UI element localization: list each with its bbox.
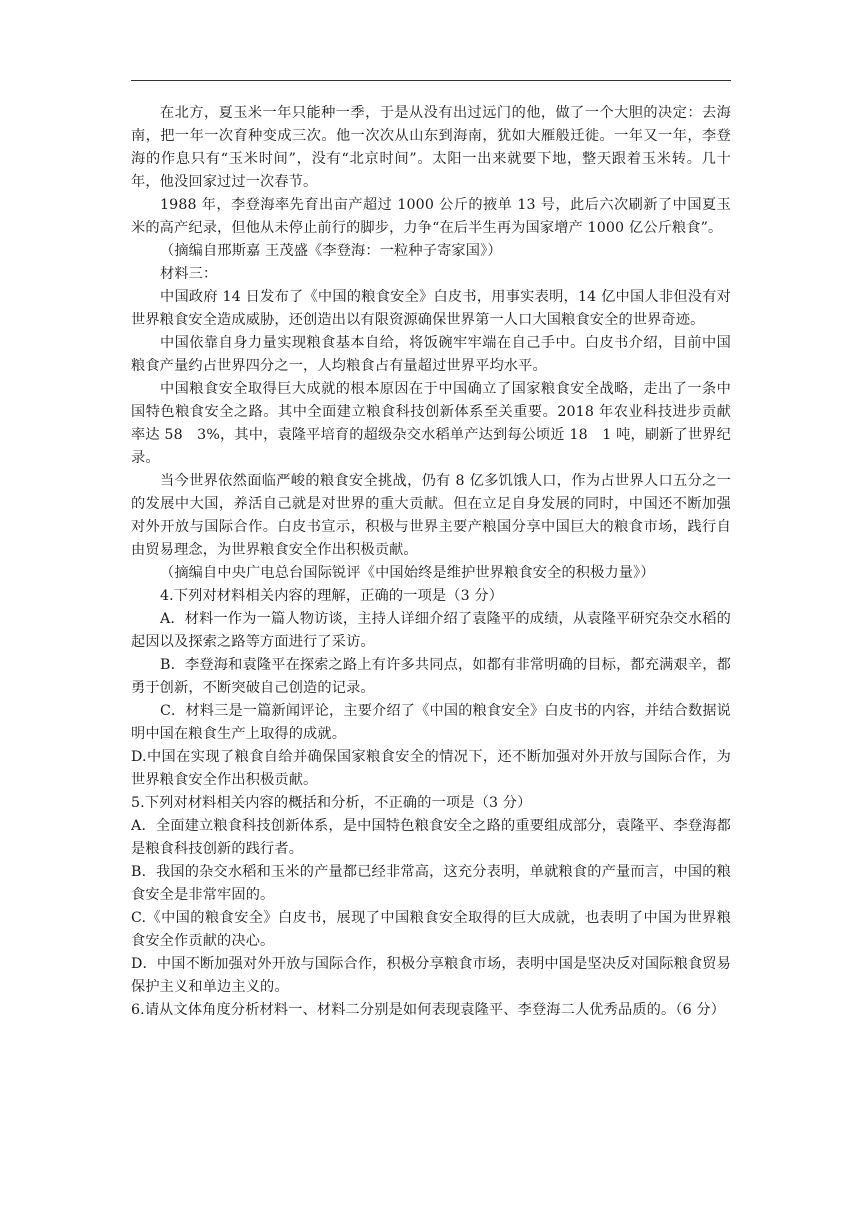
question-5-option-b: B．我国的杂交水稻和玉米的产量都已经非常高，这充分表明，单就粮食的产量而言，中国的粮食安全是非常牢固的。 — [131, 864, 731, 903]
document-body — [131, 102, 731, 1022]
question-5-option-c: C.《中国的粮食安全》白皮书，展现了中国粮食安全取得的巨大成就，也表明了中国为世界粮食安全作贡献的决心。 — [131, 910, 731, 949]
paragraph-world-challenge: 当今世界依然面临严峻的粮食安全挑战，仍有 8 亿多饥饿人口，作为占世界人口五分之一的发展中大国，养活自己就是对世界的重大贡献。但在立足自身发展的同时，中国还不断加强对外开放与国际合作。白皮书宣示，积极与世界主要产粮国分享中国巨大的粮食市场，践行自由贸易理念，为世界粮食安全作出积极贡献。 — [131, 473, 731, 558]
source-citation-material-three: （摘编自中央广电总台国际锐评《中国始终是维护世界粮食安全的积极力量》） — [160, 565, 655, 581]
document-page — [131, 0, 731, 1216]
paragraph-self-sufficiency: 中国依靠自身力量实现粮食基本自给，将饭碗牢牢端在自己手中。白皮书介绍，目前中国粮食产量约占世界四分之一，人均粮食占有量超过世界平均水平。 — [131, 335, 731, 374]
material-three-heading: 材料三： — [160, 266, 218, 282]
question-5: 5.下列对材料相关内容的概括和分析，不正确的一项是（3 分） — [131, 795, 532, 811]
question-4-option-c: C．材料三是一篇新闻评论，主要介绍了《中国的粮食安全》白皮书的内容，并结合数据说明中国在粮食生产上取得的成就。 — [131, 703, 731, 742]
paragraph-white-paper: 中国政府 14 日发布了《中国的粮食安全》白皮书，用事实表明，14 亿中国人非但没有对世界粮食安全造成威胁，还创造出以有限资源确保世界第一人口大国粮食安全的世界奇迹。 — [131, 289, 731, 328]
paragraph-strategy: 中国粮食安全取得巨大成就的根本原因在于中国确立了国家粮食安全战略，走出了一条中国特色粮食安全之路。其中全面建立粮食科技创新体系至关重要。2018 年农业科技进步贡献率达 58 3%，其中，袁隆平培育的超级杂交水稻单产达到每公顷近 18 1 吨，刷新了世界纪录。 — [131, 381, 731, 466]
question-4-option-a: A．材料一作为一篇人物访谈，主持人详细介绍了袁隆平的成绩，从袁隆平研究杂交水稻的起因以及探索之路等方面进行了采访。 — [131, 611, 731, 650]
paragraph-li-denghai-hainan: 在北方，夏玉米一年只能种一季，于是从没有出过远门的他，做了一个大胆的决定：去海南，把一年一次育种变成三次。他一次次从山东到海南，犹如大雁般迁徙。一年又一年，李登海的作息只有“玉米时间”，没有“北京时间”。太阳一出来就要下地，整天跟着玉米转。几十年，他没回家过过一次春节。 — [131, 105, 731, 190]
header-rule — [131, 80, 731, 81]
question-5-option-a: A．全面建立粮食科技创新体系，是中国特色粮食安全之路的重要组成部分，袁隆平、李登海都是粮食科技创新的践行者。 — [131, 818, 731, 857]
question-4: 4.下列对材料相关内容的理解，正确的一项是（3 分） — [160, 588, 504, 604]
source-citation-material-two: （摘编自邢斯嘉 王茂盛《李登海：一粒种子寄家国》） — [160, 243, 502, 259]
question-5-option-d: D．中国不断加强对外开放与国际合作，积极分享粮食市场，表明中国是坚决反对国际粮食贸易保护主义和单边主义的。 — [131, 956, 731, 995]
question-4-option-b: B．李登海和袁隆平在探索之路上有许多共同点，如都有非常明确的目标，都充满艰辛，都勇于创新，不断突破自己创造的记录。 — [131, 657, 731, 696]
question-4-option-d: D.中国在实现了粮食自给并确保国家粮食安全的情况下，还不断加强对外开放与国际合作，为世界粮食安全作出积极贡献。 — [131, 749, 731, 788]
question-6: 6.请从文体角度分析材料一、材料二分别是如何表现袁隆平、李登海二人优秀品质的。（6 分） — [131, 1002, 726, 1018]
paragraph-li-denghai-record: 1988 年，李登海率先育出亩产超过 1000 公斤的掖单 13 号，此后六次刷新了中国夏玉米的高产纪录，但他从未停止前行的脚步，力争“在后半生再为国家增产 1000 亿公斤粮食”。 — [131, 197, 731, 236]
